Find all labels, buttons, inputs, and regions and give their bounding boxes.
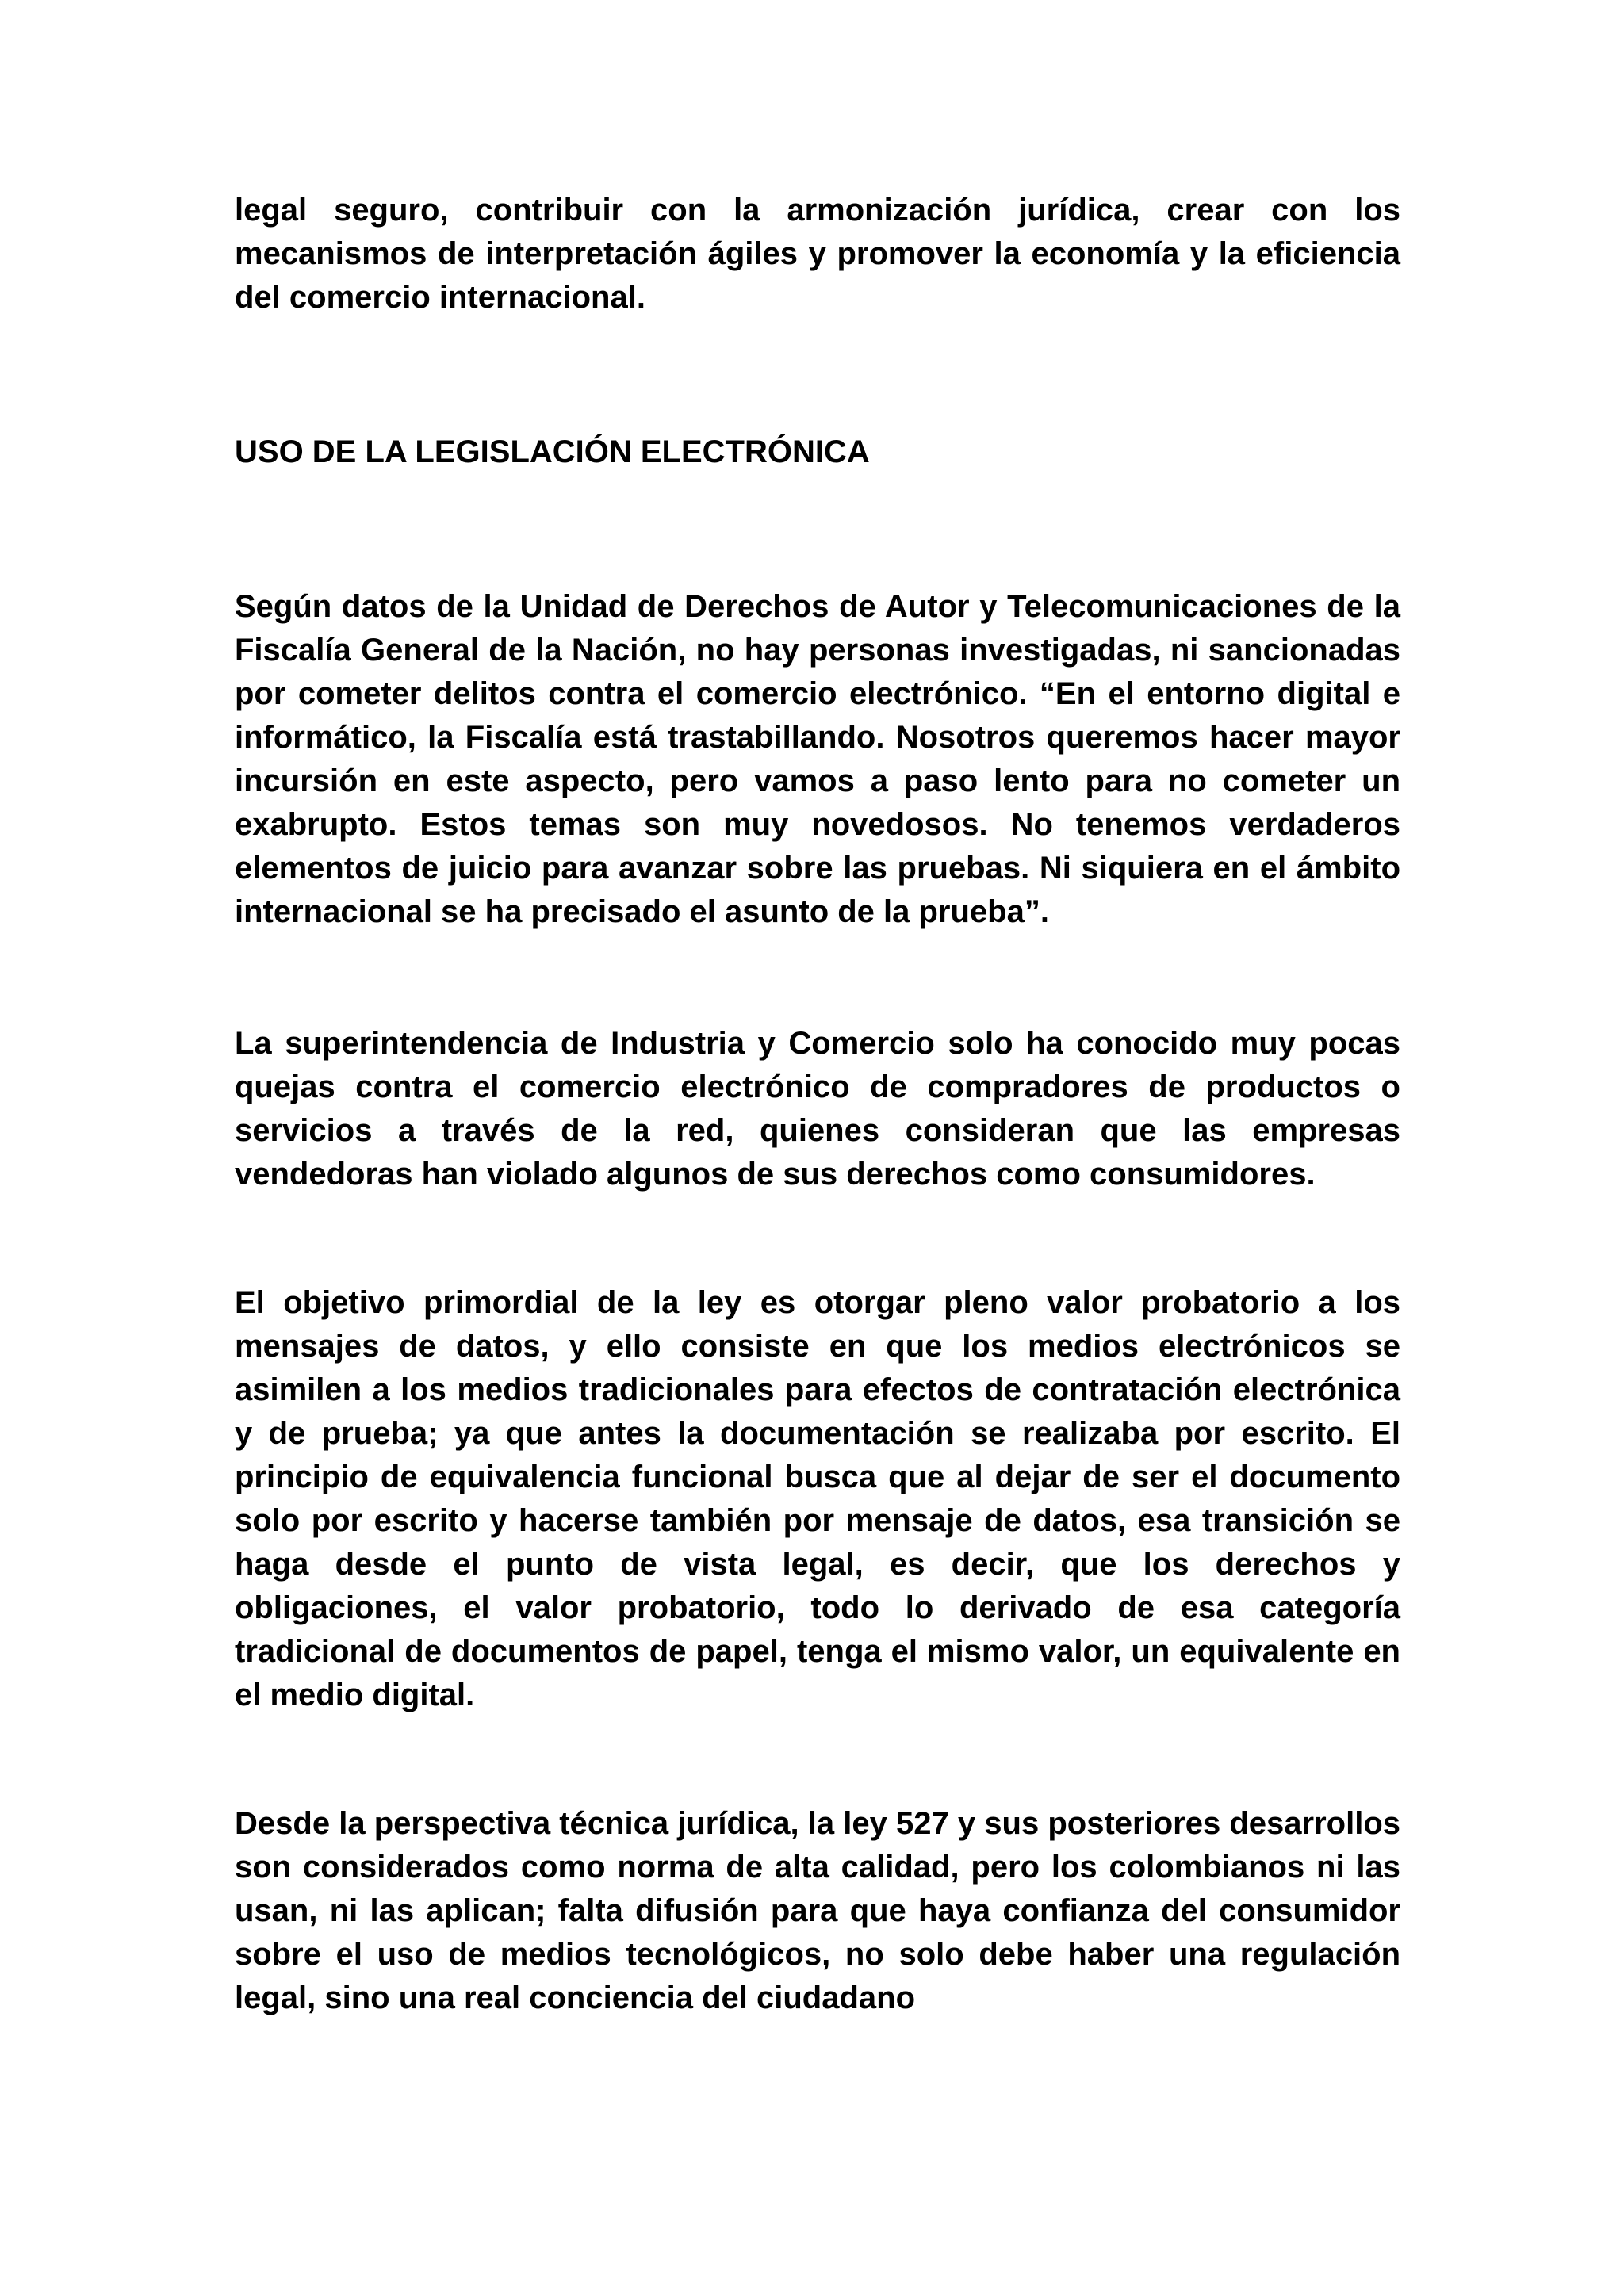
paragraph-objetivo-ley: El objetivo primordial de la ley es otorgar pleno valor probatorio a los mensajes de datos, y ello consiste en que los medios electrónicos se asimilen a los medios tradicionales para efectos de contratación electrónica y de prueba; ya que antes la documentación se realizaba por escrito. El principio de equivalencia funcional busca que al dejar de ser el documento solo por escrito y hacerse también por mensaje de datos, esa transición se haga desde el punto de vista legal, es decir, que los derechos y obligaciones, el valor probatorio, todo lo derivado de esa categoría tradicional de documentos de papel, tenga el mismo valor, un equivalente en el medio digital. — [235, 1285, 1400, 1712]
section-heading: USO DE LA LEGISLACIÓN ELECTRÓNICA — [235, 434, 870, 469]
spacer — [235, 474, 1400, 585]
spacer — [235, 320, 1400, 430]
spacer — [235, 1196, 1400, 1281]
spacer — [235, 1717, 1400, 1802]
paragraph-superintendencia: La superintendencia de Industria y Comercio solo ha conocido muy pocas quejas contra el comercio electrónico de compradores de productos o servicios a través de la red, quienes consideran que las empresas vendedoras han violado algunos de sus derechos como consumidores. — [235, 1026, 1400, 1192]
spacer — [235, 934, 1400, 1022]
paragraph-perspectiva-tecnica: Desde la perspectiva técnica jurídica, la ley 527 y sus posteriores desarrollos son considerados como norma de alta calidad, pero los colombianos ni las usan, ni las aplican; falta difusión para que haya confianza del consumidor sobre el uso de medios tecnológicos, no solo debe haber una regulación legal, sino una real conciencia del ciudadano — [235, 1806, 1400, 2015]
paragraph-fiscalia: Según datos de la Unidad de Derechos de Autor y Telecomunicaciones de la Fiscalía General de la Nación, no hay personas investigadas, ni sancionadas por cometer delitos contra el comercio electrónico. “En el entorno digital e informático, la Fiscalía está trastabillando. Nosotros queremos hacer mayor incursión en este aspecto, pero vamos a paso lento para no cometer un exabrupto. Estos temas son muy novedosos. No tenemos verdaderos elementos de juicio para avanzar sobre las pruebas. Ni siquiera en el ámbito internacional se ha precisado el asunto de la prueba”. — [235, 589, 1400, 929]
paragraph-continuation: legal seguro, contribuir con la armonización jurídica, crear con los mecanismos de interpretación ágiles y promover la economía y la eficiencia del comercio internacional. — [235, 193, 1400, 315]
page-content — [235, 189, 1400, 2020]
